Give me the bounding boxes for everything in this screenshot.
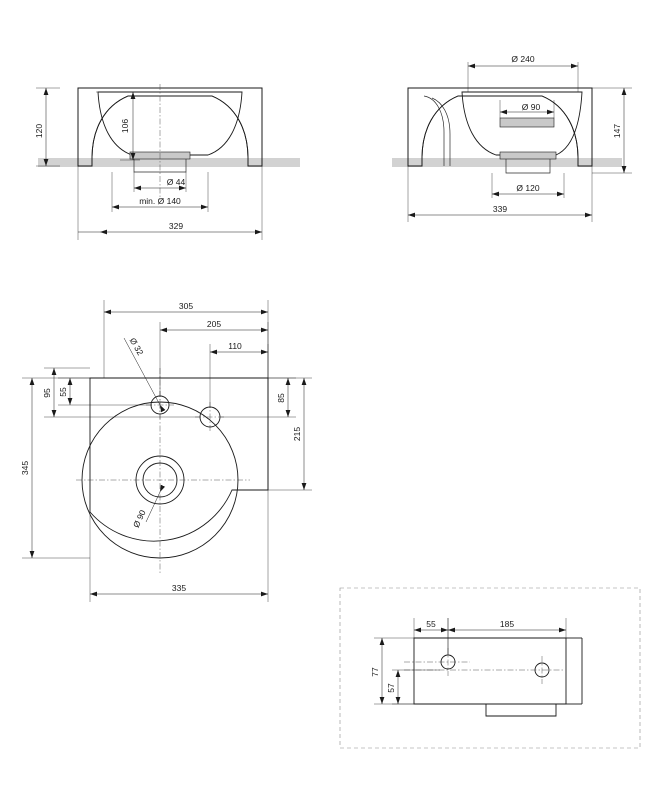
- dv-185-label: 185: [499, 619, 515, 629]
- tv-205-label: 205: [206, 319, 222, 329]
- fs-106-label: 106: [120, 118, 130, 134]
- tv-d32-label: Ø 32: [127, 336, 146, 357]
- dv-55-label: 55: [426, 619, 436, 629]
- ss-d240-label: Ø 240: [511, 54, 535, 64]
- detail-body: [414, 638, 566, 704]
- ss-d120-label: Ø 120: [516, 183, 540, 193]
- tv-55-label: 55: [58, 387, 68, 397]
- front-section-view: [34, 84, 300, 240]
- tv-85-label: 85: [276, 393, 286, 403]
- top-plan-view: [20, 300, 312, 602]
- tv-305-label: 305: [178, 301, 194, 311]
- tv-95-label: 95: [42, 388, 52, 398]
- fs-d44-label: Ø 44: [166, 177, 186, 187]
- side-section-view: [392, 54, 632, 222]
- plan-rear-edges: [90, 378, 268, 490]
- fs-120-label: 120: [34, 123, 44, 139]
- tv-345-label: 345: [20, 460, 30, 476]
- tv-215-label: 215: [292, 426, 302, 442]
- side-drain-block: [500, 152, 556, 159]
- detail-frame: [340, 588, 640, 748]
- detail-bowl-projection: [486, 704, 556, 716]
- dv-77-label: 77: [370, 667, 380, 677]
- side-overflow-slot: [500, 118, 554, 127]
- ss-d90-label: Ø 90: [521, 102, 541, 112]
- fs-min140-label: min. Ø 140: [139, 196, 181, 206]
- tv-110-label: 110: [228, 341, 242, 351]
- detail-rear-view: [340, 588, 640, 748]
- fs-329-label: 329: [168, 221, 184, 231]
- ss-147-label: 147: [612, 123, 622, 139]
- dv-57-label: 57: [386, 683, 396, 693]
- ss-339-label: 339: [492, 204, 508, 214]
- plan-outline: [90, 378, 268, 541]
- tv-335-label: 335: [171, 583, 187, 593]
- side-support-rib-2: [432, 98, 450, 166]
- tv-d90-label: Ø 90: [130, 508, 148, 530]
- plan-d90-leader: [146, 492, 160, 522]
